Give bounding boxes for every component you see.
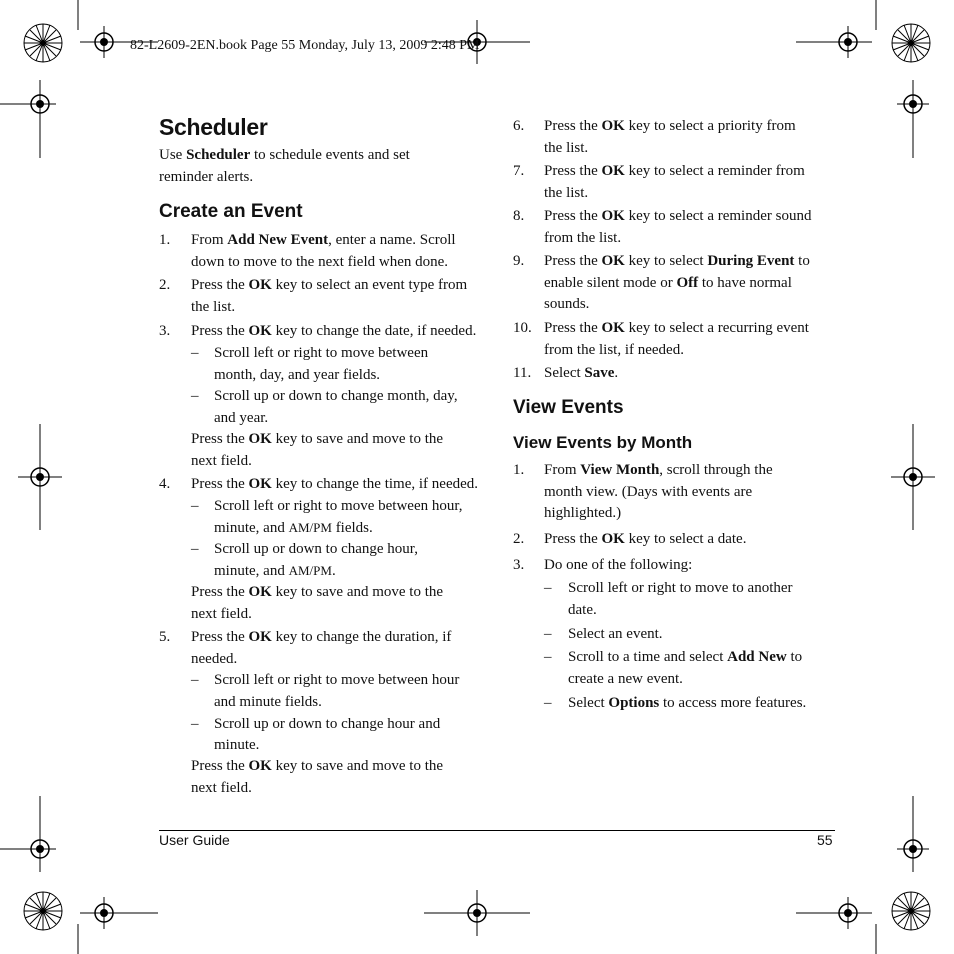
footer-rule — [159, 830, 835, 831]
print-stamp: 82-L2609-2EN.book Page 55 Monday, July 13, 2009 2:48 PM — [130, 38, 480, 53]
footer-guide-label: User Guide — [159, 832, 230, 848]
intro-line-2: reminder alerts. — [159, 169, 254, 185]
section-heading-create-event: Create an Event — [159, 201, 303, 222]
subsection-heading-view-by-month: View Events by Month — [513, 433, 693, 452]
page-number: 55 — [817, 832, 833, 848]
page-title: Scheduler — [159, 114, 268, 140]
section-heading-view-events: View Events — [513, 397, 624, 418]
intro-line-1: Use Scheduler to schedule events and set — [159, 147, 410, 163]
